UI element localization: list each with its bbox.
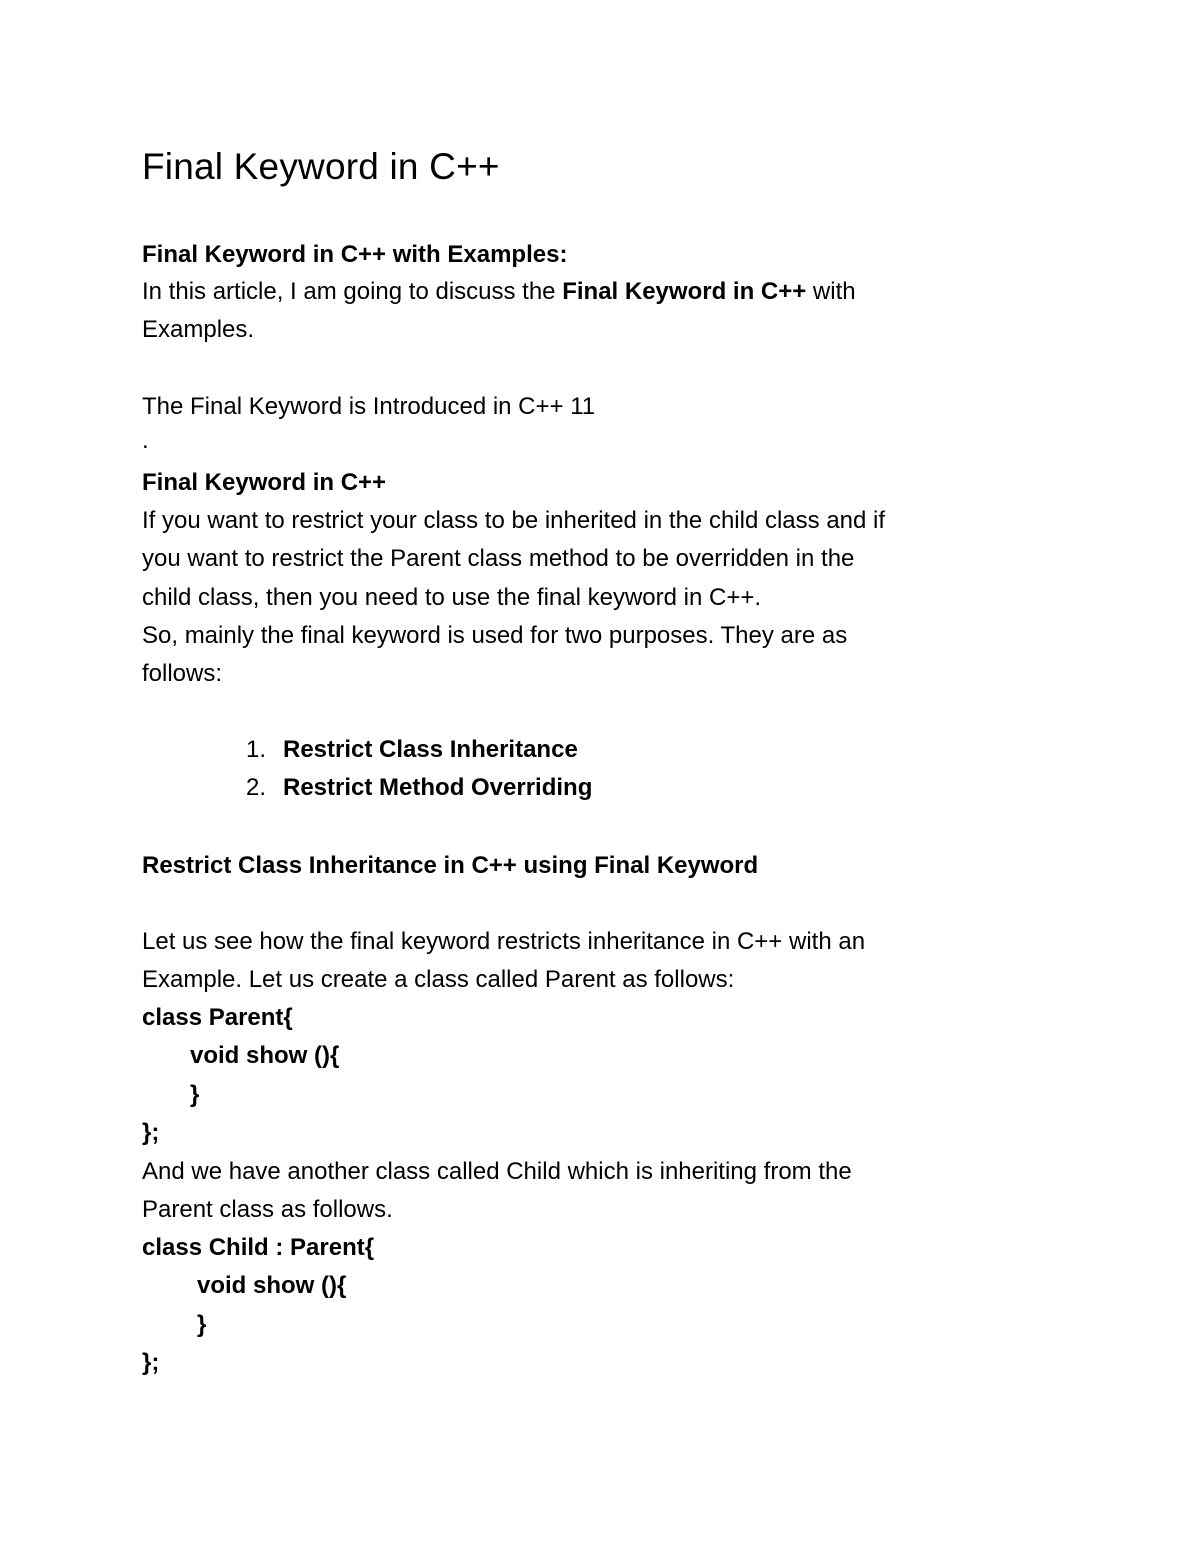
section1-line: So, mainly the final keyword is used for two purposes. They are as bbox=[142, 622, 848, 649]
code-line: }; bbox=[142, 1349, 160, 1376]
code-line: } bbox=[190, 1081, 200, 1108]
section2-line: Parent class as follows. bbox=[142, 1196, 393, 1223]
list-label: Restrict Class Inheritance bbox=[283, 736, 578, 763]
intro-bold: Final Keyword in C++ bbox=[562, 278, 807, 305]
section1-heading: Final Keyword in C++ bbox=[142, 469, 387, 496]
subtitle: Final Keyword in C++ with Examples: bbox=[142, 241, 568, 268]
dot-text: . bbox=[142, 427, 149, 454]
section1-line: you want to restrict the Parent class method to be overridden in the bbox=[142, 545, 855, 572]
section1-line: child class, then you need to use the final keyword in C++. bbox=[142, 584, 762, 611]
list-number: 2. bbox=[246, 774, 267, 801]
introduced-text: The Final Keyword is Introduced in C++ 11 bbox=[142, 393, 596, 420]
page-title: Final Keyword in C++ bbox=[142, 146, 500, 187]
section2-line: And we have another class called Child which is inheriting from the bbox=[142, 1158, 852, 1185]
section2-line: Example. Let us create a class called Parent as follows: bbox=[142, 966, 735, 993]
code-line: void show (){ bbox=[190, 1042, 340, 1069]
list-number: 1. bbox=[246, 736, 267, 763]
intro-prefix: In this article, I am going to discuss the bbox=[142, 278, 563, 305]
list-item bbox=[246, 735, 578, 765]
code-line: class Child : Parent{ bbox=[142, 1234, 375, 1261]
code-line: }; bbox=[142, 1119, 160, 1146]
section2-heading: Restrict Class Inheritance in C++ using Final Keyword bbox=[142, 852, 759, 879]
section1-line: If you want to restrict your class to be inherited in the child class and if bbox=[142, 507, 886, 534]
code-line: class Parent{ bbox=[142, 1004, 293, 1031]
intro-line-1 bbox=[142, 277, 856, 307]
code-line: } bbox=[197, 1311, 207, 1338]
section1-line: follows: bbox=[142, 660, 223, 687]
intro-line-2: Examples. bbox=[142, 316, 255, 343]
section2-line: Let us see how the final keyword restricts inheritance in C++ with an bbox=[142, 928, 866, 955]
list-item bbox=[246, 773, 592, 803]
intro-suffix: with bbox=[806, 278, 856, 305]
code-line: void show (){ bbox=[197, 1272, 347, 1299]
list-label: Restrict Method Overriding bbox=[283, 774, 593, 801]
